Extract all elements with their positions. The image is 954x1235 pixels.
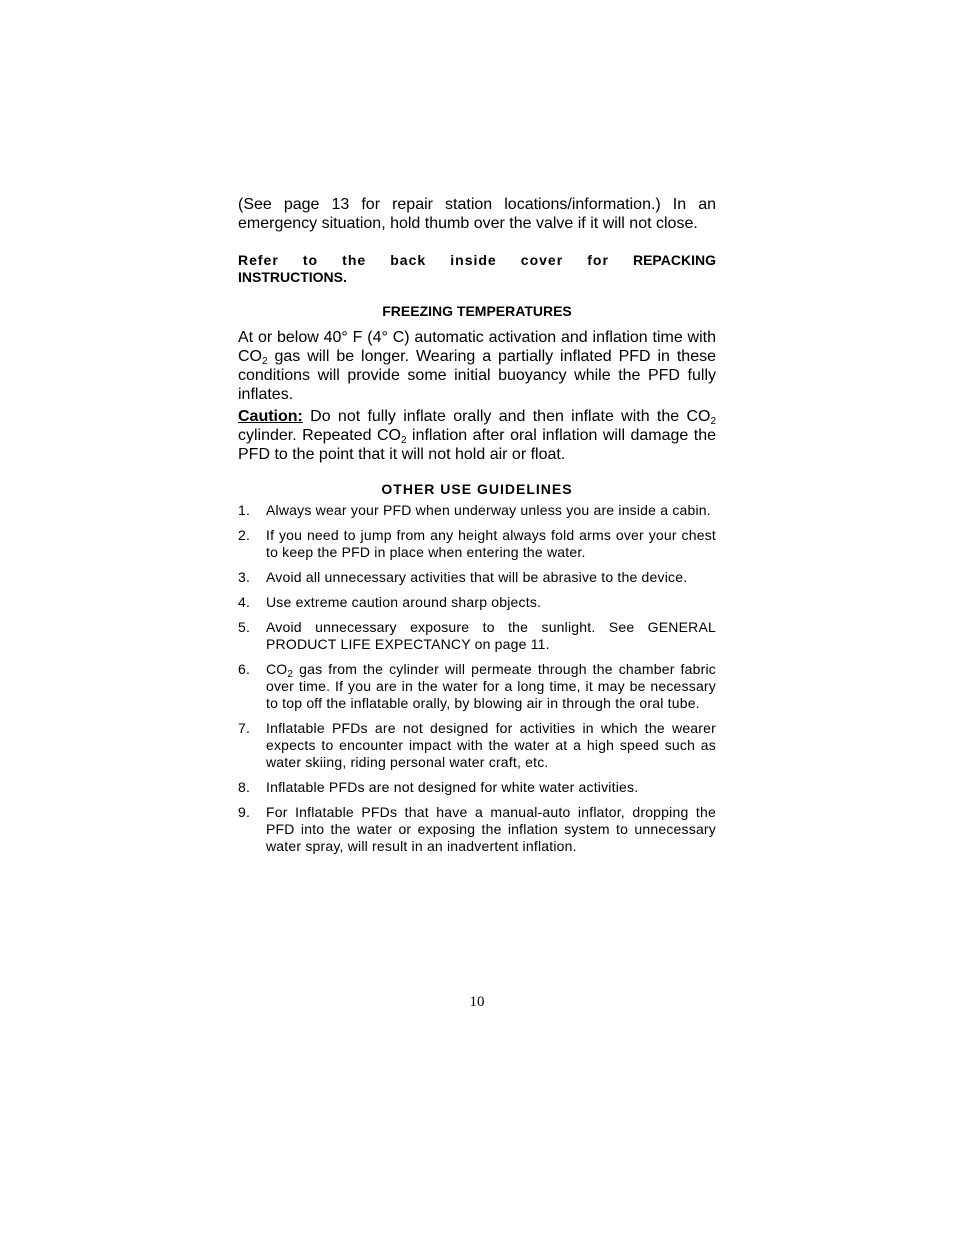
- list-item-text: gas from the cylinder will permeate through the chamber fabric over time. If you are in the water for a long time, it may be necessary to top off the inflatable orally, by blowing air in through the oral tube.: [266, 661, 716, 711]
- list-item-number: 6.: [238, 661, 251, 677]
- page-number: 10: [469, 994, 485, 1010]
- subscript: 2: [401, 435, 407, 446]
- page-content: [238, 195, 716, 863]
- list-item-text: For Inflatable PFDs that have a manual-auto inflator, dropping the PFD into the water or exposing the inflation system to unnecessary water spray, will result in an inadvertent inflation.: [266, 804, 716, 854]
- refer-word: back: [390, 252, 427, 268]
- repacking-reference: [238, 252, 716, 286]
- subscript: 2: [262, 356, 268, 367]
- caution-paragraph: [238, 407, 716, 464]
- list-item: [238, 594, 716, 611]
- list-item-number: 3.: [238, 569, 251, 585]
- intro-paragraph: (See page 13 for repair station locations/information.) In an emergency situation, hold thumb over the valve if it will not close.: [238, 196, 716, 232]
- subscript: 2: [287, 669, 294, 680]
- list-item-text: Inflatable PFDs are not designed for white water activities.: [266, 779, 639, 795]
- list-item: [238, 804, 716, 855]
- subscript: 2: [710, 416, 716, 427]
- refer-word: inside: [450, 252, 497, 268]
- repacking-reference-line1: [238, 252, 716, 269]
- list-item: [238, 527, 716, 561]
- caution-text: Do not fully inflate orally and then inflate with the CO: [302, 408, 711, 425]
- list-item-number: 8.: [238, 779, 251, 795]
- caution-label: Caution:: [238, 408, 303, 425]
- list-item-number: 7.: [238, 720, 251, 736]
- refer-word: to: [302, 252, 319, 268]
- list-item-text: Inflatable PFDs are not designed for activities in which the wearer expects to encounter impact with the water at a high speed such as water skiing, riding personal water craft, etc.: [266, 720, 716, 770]
- list-item: [238, 779, 716, 796]
- guidelines-heading: OTHER USE GUIDELINES: [381, 481, 573, 497]
- list-item-text: Use extreme caution around sharp objects.: [266, 594, 542, 610]
- caution-text: cylinder. Repeated CO: [238, 427, 401, 444]
- refer-word: REPACKING: [632, 252, 716, 268]
- refer-word: cover: [520, 252, 564, 268]
- list-item: [238, 569, 716, 586]
- freezing-paragraph: [238, 328, 716, 404]
- list-item-text: Avoid unnecessary exposure to the sunlight. See GENERAL PRODUCT LIFE EXPECTANCY on page 11.: [266, 619, 716, 652]
- refer-word: Refer: [238, 252, 279, 268]
- freezing-heading: FREEZING TEMPERATURES: [382, 303, 572, 319]
- list-item-text: If you need to jump from any height always fold arms over your chest to keep the PFD in place when entering the water.: [266, 527, 716, 560]
- list-item-text: CO: [266, 661, 288, 677]
- guidelines-list: [238, 502, 716, 855]
- list-item-text: Avoid all unnecessary activities that will be abrasive to the device.: [266, 569, 688, 585]
- list-item-number: 2.: [238, 527, 251, 543]
- refer-word: the: [342, 252, 367, 268]
- list-item: [238, 661, 716, 712]
- freezing-text: gas will be longer. Wearing a partially inflated PFD in these conditions will provide some initial buoyancy while the PFD fully inflates.: [238, 348, 716, 403]
- freezing-text: At or below 40° F (4° C) automatic activation and inflation time with CO: [238, 329, 716, 365]
- refer-word: for: [587, 252, 609, 268]
- list-item: [238, 720, 716, 771]
- list-item-number: 4.: [238, 594, 251, 610]
- list-item-number: 9.: [238, 804, 251, 820]
- list-item-number: 5.: [238, 619, 251, 635]
- repacking-reference-line2: INSTRUCTIONS.: [238, 269, 347, 285]
- list-item: [238, 502, 716, 519]
- caution-text: inflation after oral inflation will damage the PFD to the point that it will not hold air or float.: [238, 427, 717, 463]
- list-item-text: Always wear your PFD when underway unless you are inside a cabin.: [266, 502, 711, 518]
- list-item-number: 1.: [238, 502, 251, 518]
- list-item: [238, 619, 716, 653]
